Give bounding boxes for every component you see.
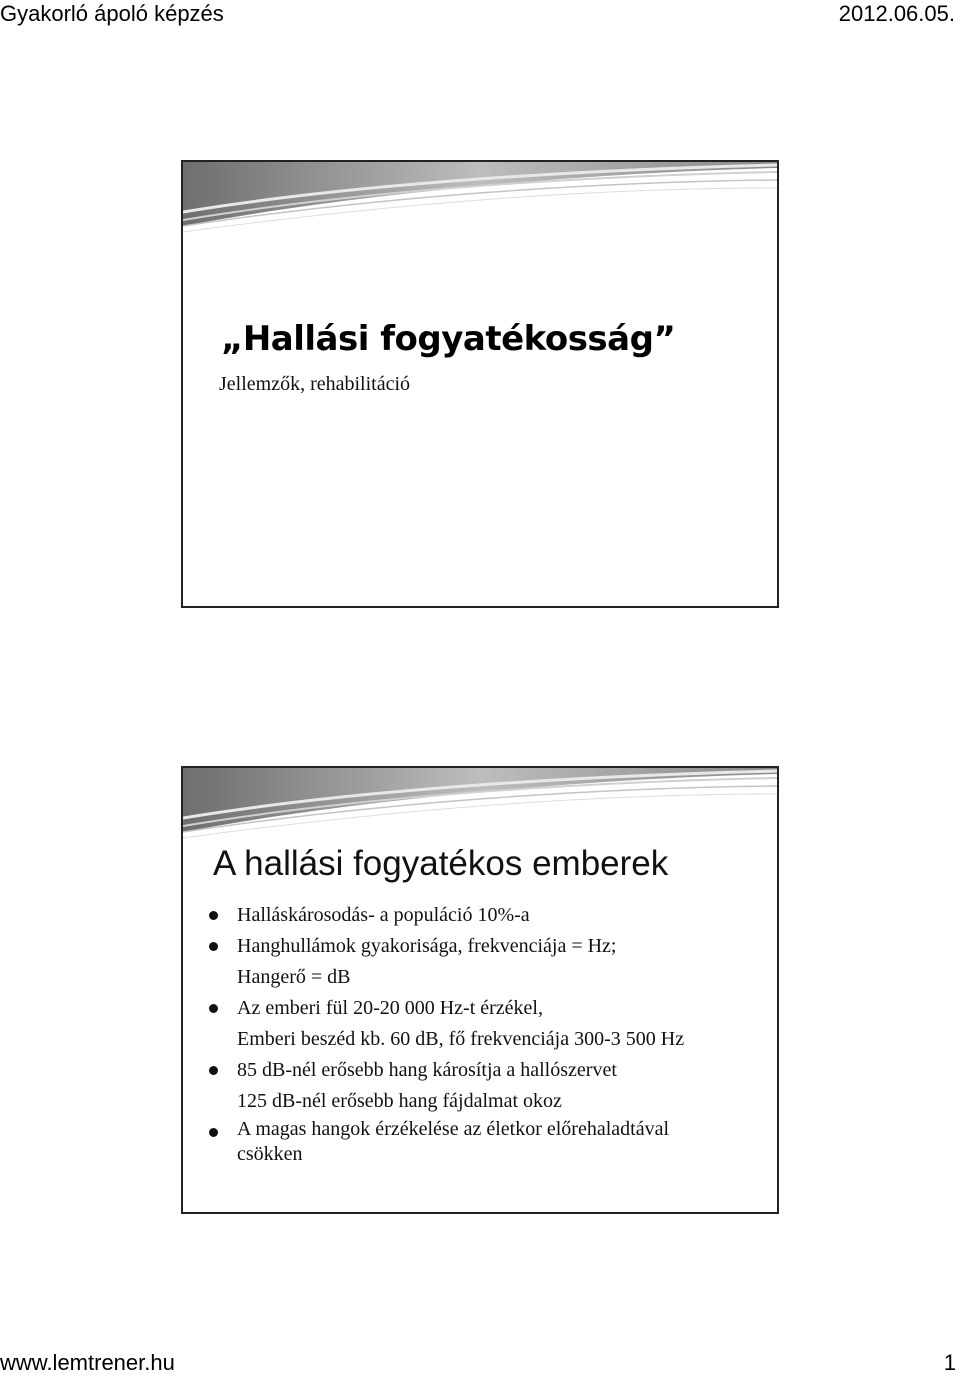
bullet-item — [205, 900, 765, 931]
bullet-item — [205, 1055, 765, 1117]
bullet-dot-icon — [209, 1004, 218, 1013]
bullet-line: Hangerő = dB — [237, 966, 351, 988]
slide-2 — [181, 766, 779, 1214]
header-date: 2012.06.05. — [838, 1, 955, 26]
bullet-item — [205, 931, 765, 993]
slide-2-title: A hallási fogyatékos emberek — [213, 844, 669, 883]
slide-2-bullet-list — [205, 900, 765, 1167]
bullet-line: Emberi beszéd kb. 60 dB, fő frekvenciája 300-3 500 Hz — [237, 1028, 685, 1050]
bullet-dot-icon — [209, 1128, 218, 1137]
footer-page-number: 1 — [943, 1350, 956, 1375]
page-footer — [0, 1350, 960, 1376]
bullet-line: Az emberi fül 20-20 000 Hz-t érzékel, — [237, 997, 543, 1019]
bullet-line: 125 dB-nél erősebb hang fájdalmat okoz — [237, 1090, 562, 1112]
bullet-item — [205, 1117, 765, 1167]
bullet-dot-icon — [209, 911, 218, 920]
header-course-title: Gyakorló ápoló képzés — [0, 1, 224, 26]
bullet-line: Halláskárosodás- a populáció 10%-a — [237, 904, 530, 926]
bullet-line: 85 dB-nél erősebb hang károsítja a hallószervet — [237, 1059, 617, 1081]
footer-website: www.lemtrener.hu — [0, 1350, 175, 1375]
slide-1-subtitle: Jellemzők, rehabilitáció — [219, 373, 411, 395]
slide-1-title: „Hallási fogyatékosság” — [221, 319, 676, 359]
bullet-item — [205, 993, 765, 1055]
bullet-dot-icon — [209, 942, 218, 951]
page-header — [0, 0, 960, 30]
slide-1-header-swoosh — [183, 162, 777, 242]
bullet-line: A magas hangok érzékelése az életkor előrehaladtával — [237, 1118, 670, 1140]
bullet-dot-icon — [209, 1066, 218, 1075]
slide-1 — [181, 160, 779, 608]
bullet-line: Hanghullámok gyakorisága, frekvenciája = Hz; — [237, 935, 617, 957]
bullet-line: csökken — [237, 1143, 303, 1165]
slide-2-header-swoosh — [183, 768, 777, 848]
